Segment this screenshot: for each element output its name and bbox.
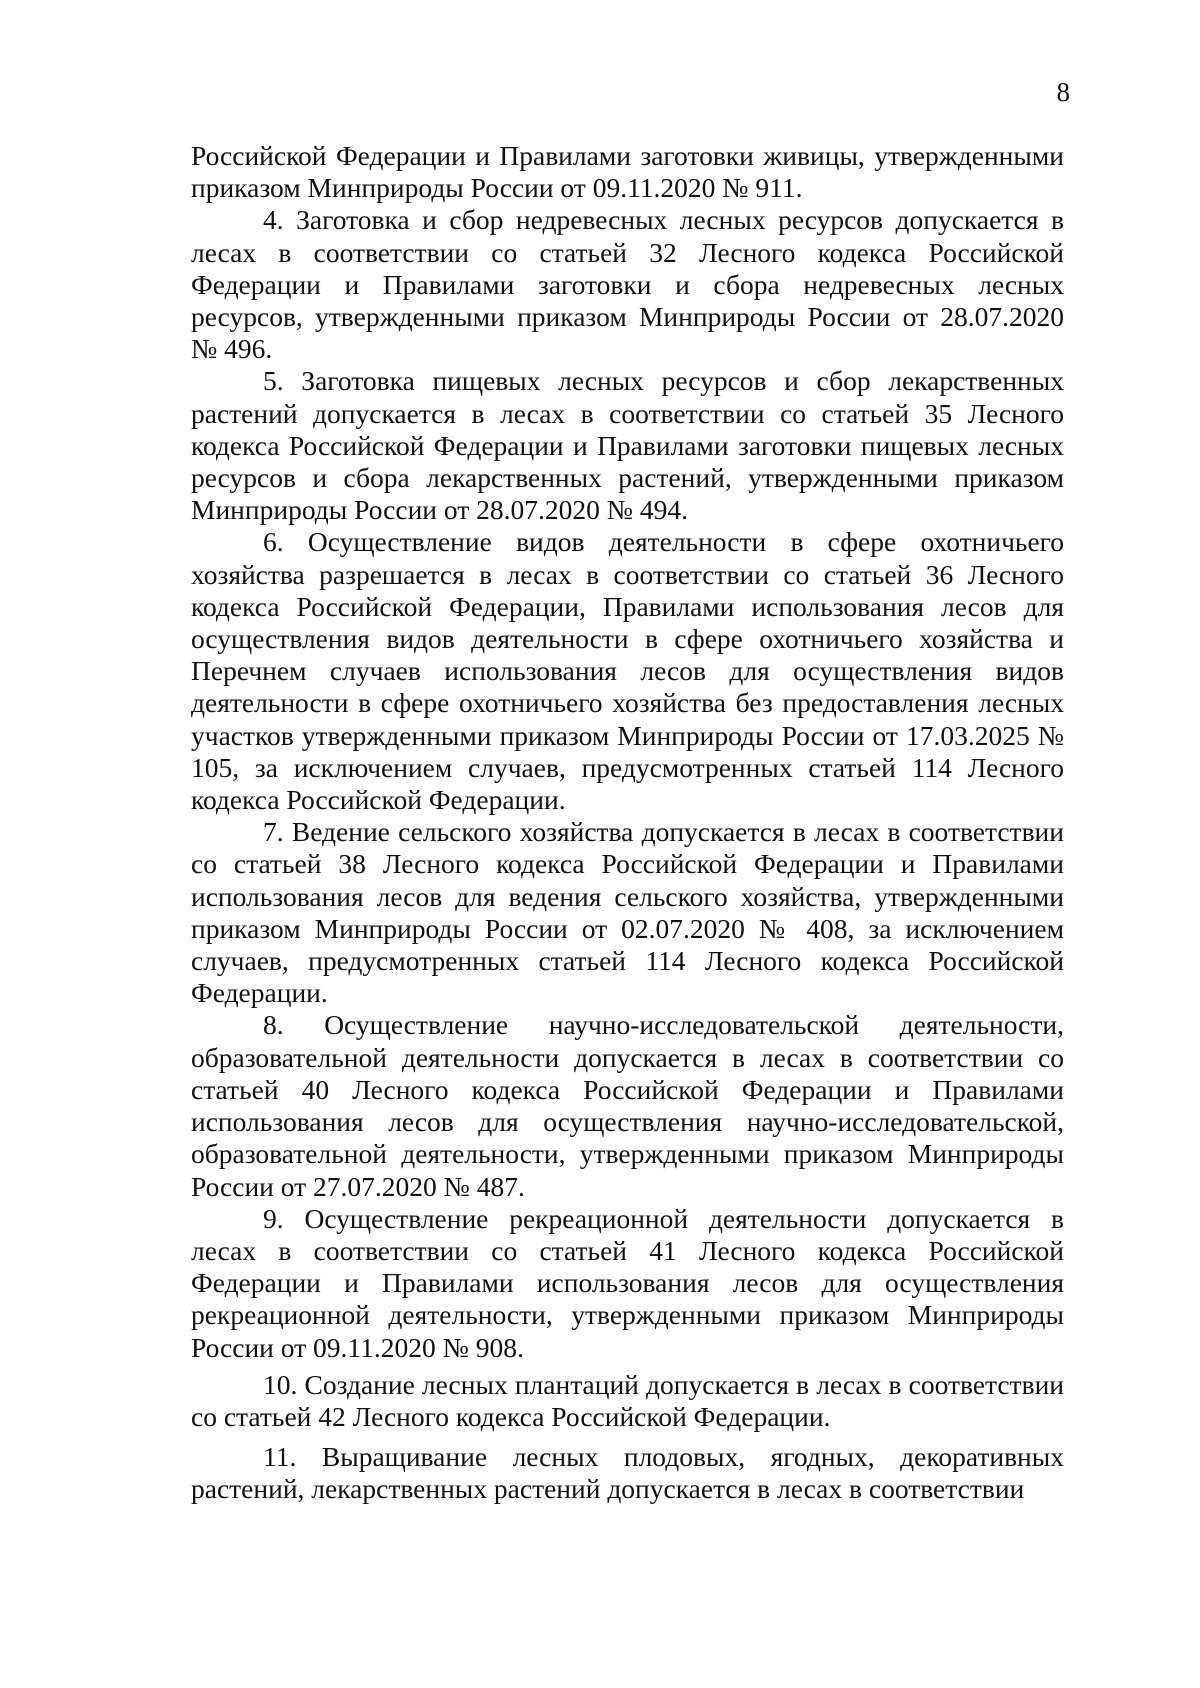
paragraph-9: 9. Осуществление рекреационной деятельности допускается в лесах в соответствии со статьей 41 Лесного кодекса Российской Федерации и Правилами использования лесов для осуществления рекреационной деятельности, утвержденными приказом Минприроды России от 09.11.2020 № 908. xyxy=(191,1202,1064,1363)
paragraph-continuation: Российской Федерации и Правилами заготовки живицы, утвержденными приказом Минприроды России от 09.11.2020 № 911. xyxy=(191,140,1064,204)
document-body xyxy=(191,140,1064,1506)
paragraph-11: 11. Выращивание лесных плодовых, ягодных, декоративных растений, лекарственных растений допускается в лесах в соответствии xyxy=(191,1441,1064,1505)
page-number: 8 xyxy=(1056,77,1070,107)
paragraph-7: 7. Ведение сельского хозяйства допускается в лесах в соответствии со статьей 38 Лесного кодекса Российской Федерации и Правилами использования лесов для ведения сельского хозяйства, утвержденными приказом Минприроды России от 02.07.2020 № 408, за исключением случаев, предусмотренных статьей 114 Лесного кодекса Российской Федерации. xyxy=(191,816,1064,1009)
paragraph-5: 5. Заготовка пищевых лесных ресурсов и сбор лекарственных растений допускается в лесах в соответствии со статьей 35 Лесного кодекса Российской Федерации и Правилами заготовки пищевых лесных ресурсов и сбора лекарственных растений, утвержденными приказом Минприроды России от 28.07.2020 № 494. xyxy=(191,365,1064,526)
paragraph-8: 8. Осуществление научно-исследовательской деятельности, образовательной деятельности допускается в лесах в соответствии со статьей 40 Лесного кодекса Российской Федерации и Правилами использования лесов для осуществления научно-исследовательской, образовательной деятельности, утвержденными приказом Минприроды России от 27.07.2020 № 487. xyxy=(191,1009,1064,1202)
paragraph-10: 10. Создание лесных плантаций допускается в лесах в соответствии со статьей 42 Лесного кодекса Российской Федерации. xyxy=(191,1368,1064,1432)
paragraph-6: 6. Осуществление видов деятельности в сфере охотничьего хозяйства разрешается в лесах в соответствии со статьей 36 Лесного кодекса Российской Федерации, Правилами использования лесов для осуществления видов деятельности в сфере охотничьего хозяйства и Перечнем случаев использования лесов для осуществления видов деятельности в сфере охотничьего хозяйства без предоставления лесных участков утвержденными приказом Минприроды России от 17.03.2025 № 105, за исключением случаев, предусмотренных статьей 114 Лесного кодекса Российской Федерации. xyxy=(191,526,1064,816)
paragraph-4: 4. Заготовка и сбор недревесных лесных ресурсов допускается в лесах в соответствии со статьей 32 Лесного кодекса Российской Федерации и Правилами заготовки и сбора недревесных лесных ресурсов, утвержденными приказом Минприроды России от 28.07.2020 № 496. xyxy=(191,204,1064,365)
